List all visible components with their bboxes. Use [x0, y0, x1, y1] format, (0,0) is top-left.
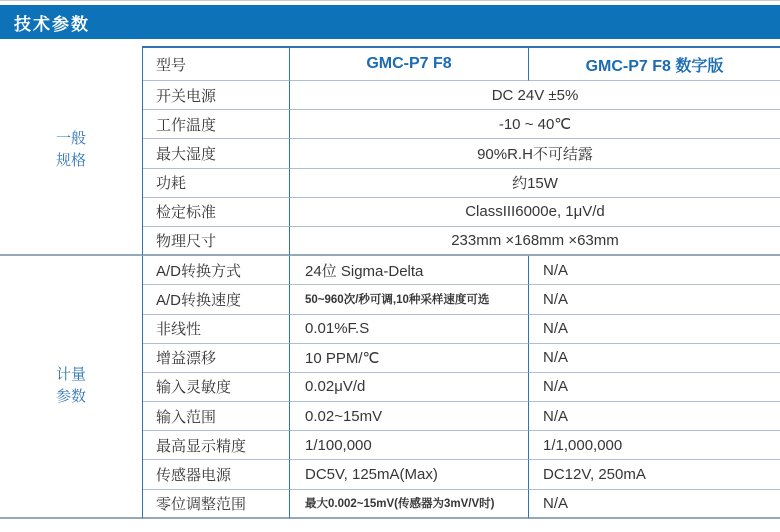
- page-title: 技术参数: [14, 14, 90, 34]
- row-value2-sensor-power: DC12V, 250mA: [528, 460, 780, 489]
- row-value1-ad-method: 24位 Sigma-Delta: [290, 256, 528, 285]
- row-value2-ad-method: N/A: [528, 256, 780, 285]
- row-value-verification-standard: ClassIII6000e, 1μV/d: [290, 198, 780, 227]
- group-label-metering-line2: 参数: [55, 388, 86, 406]
- group-label-metering-line1: 计量: [55, 365, 86, 383]
- group-label-metering: [0, 256, 143, 519]
- row-label-sensor-power: 传感器电源: [143, 460, 290, 489]
- row-label-nonlinearity: 非线性: [143, 315, 290, 344]
- row-value2-ad-speed: N/A: [528, 285, 780, 314]
- row-label-max-humidity: 最大湿度: [143, 139, 290, 168]
- row-value2-gain-drift: N/A: [528, 344, 780, 373]
- row-value-operating-temp: -10 ~ 40℃: [290, 110, 780, 139]
- row-label-physical-size: 物理尺寸: [143, 227, 290, 256]
- row-value2-input-range: N/A: [528, 402, 780, 431]
- group-label-general-line2: 规格: [55, 152, 86, 170]
- model-name-standard: GMC-P7 F8: [290, 46, 528, 81]
- model-name-digital: GMC-P7 F8 数字版: [528, 46, 780, 81]
- row-value-power-consumption: 约15W: [290, 169, 780, 198]
- row-value1-zero-adjust-range: 最大0.002~15mV(传感器为3mV/V时): [290, 490, 528, 519]
- row-value2-zero-adjust-range: N/A: [528, 490, 780, 519]
- row-label-ad-method: A/D转换方式: [143, 256, 290, 285]
- row-value1-ad-speed: 50~960次/秒可调,10种采样速度可选: [290, 285, 528, 314]
- row-label-display-resolution: 最高显示精度: [143, 431, 290, 460]
- row-value2-nonlinearity: N/A: [528, 315, 780, 344]
- row-value1-gain-drift: 10 PPM/℃: [290, 344, 528, 373]
- row-label-power-supply: 开关电源: [143, 81, 290, 110]
- row-label-input-sensitivity: 输入灵敏度: [143, 373, 290, 402]
- group-label-general: [0, 46, 143, 256]
- row-value1-input-sensitivity: 0.02μV/d: [290, 373, 528, 402]
- row-label-operating-temp: 工作温度: [143, 110, 290, 139]
- row-value1-input-range: 0.02~15mV: [290, 402, 528, 431]
- row-value2-display-resolution: 1/1,000,000: [528, 431, 780, 460]
- model-row-label: 型号: [143, 46, 290, 81]
- row-value1-display-resolution: 1/100,000: [290, 431, 528, 460]
- row-value1-nonlinearity: 0.01%F.S: [290, 315, 528, 344]
- row-label-gain-drift: 增益漂移: [143, 344, 290, 373]
- row-label-verification-standard: 检定标准: [143, 198, 290, 227]
- spec-table: [0, 46, 780, 519]
- row-value1-sensor-power: DC5V, 125mA(Max): [290, 460, 528, 489]
- row-value-max-humidity: 90%R.H不可结露: [290, 139, 780, 168]
- row-label-power-consumption: 功耗: [143, 169, 290, 198]
- row-value-physical-size: 233mm ×168mm ×63mm: [290, 227, 780, 256]
- row-value-power-supply: DC 24V ±5%: [290, 81, 780, 110]
- group-label-general-line1: 一般: [55, 129, 86, 147]
- row-label-input-range: 输入范围: [143, 402, 290, 431]
- row-value2-input-sensitivity: N/A: [528, 373, 780, 402]
- row-label-ad-speed: A/D转换速度: [143, 285, 290, 314]
- title-bar: [0, 5, 780, 39]
- row-label-zero-adjust-range: 零位调整范围: [143, 490, 290, 519]
